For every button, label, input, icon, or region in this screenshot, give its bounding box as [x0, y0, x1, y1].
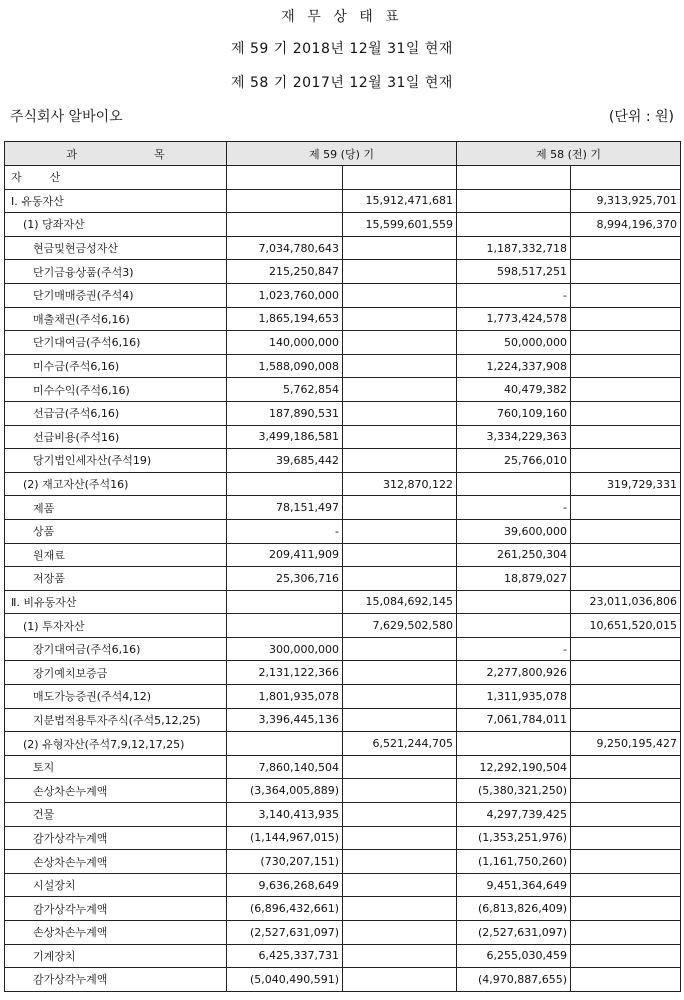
prior-detail-amount: 9,451,364,649 [457, 873, 571, 897]
prior-detail-amount [457, 590, 571, 614]
account-label: (2) 재고자산(주석16) [5, 472, 227, 496]
current-subtotal-amount [343, 779, 457, 803]
account-label: 매도가능증권(주석4,12) [5, 685, 227, 709]
prior-subtotal-amount: 319,729,331 [571, 472, 681, 496]
current-subtotal-amount [343, 401, 457, 425]
current-subtotal-amount: 15,599,601,559 [343, 213, 457, 237]
current-detail-amount [227, 590, 343, 614]
account-label: 선급비용(주석16) [5, 425, 227, 449]
prior-detail-amount: 18,879,027 [457, 567, 571, 591]
current-detail-amount: (3,364,005,889) [227, 779, 343, 803]
current-detail-amount: 2,131,122,366 [227, 661, 343, 685]
prior-subtotal-amount [571, 354, 681, 378]
prior-detail-amount: 7,061,784,011 [457, 708, 571, 732]
table-row [5, 354, 681, 378]
current-subtotal-amount [343, 307, 457, 331]
statement-title: 재 무 상 태 표 [281, 9, 403, 25]
table-row [5, 873, 681, 897]
current-detail-amount: 78,151,497 [227, 496, 343, 520]
prior-detail-amount [457, 166, 571, 190]
account-label: (1) 투자자산 [5, 614, 227, 638]
table-row [5, 708, 681, 732]
table-row [5, 449, 681, 473]
current-detail-amount: 140,000,000 [227, 331, 343, 355]
current-subtotal-amount [343, 543, 457, 567]
prior-subtotal-amount [571, 661, 681, 685]
account-label: 손상차손누계액 [5, 779, 227, 803]
current-subtotal-amount [343, 496, 457, 520]
prior-subtotal-amount [571, 567, 681, 591]
prior-subtotal-amount [571, 755, 681, 779]
current-subtotal-amount [343, 708, 457, 732]
prior-detail-amount: - [457, 496, 571, 520]
table-row [5, 166, 681, 190]
current-subtotal-amount [343, 236, 457, 260]
prior-detail-amount: 1,224,337,908 [457, 354, 571, 378]
current-detail-amount [227, 732, 343, 756]
prior-detail-amount: 6,255,030,459 [457, 944, 571, 968]
prior-subtotal-amount [571, 449, 681, 473]
current-subtotal-amount [343, 283, 457, 307]
prior-subtotal-amount [571, 236, 681, 260]
table-row [5, 543, 681, 567]
current-subtotal-amount: 15,912,471,681 [343, 189, 457, 213]
account-label: 상품 [5, 519, 227, 543]
prior-subtotal-amount: 9,250,195,427 [571, 732, 681, 756]
current-subtotal-amount [343, 826, 457, 850]
table-row [5, 189, 681, 213]
table-row [5, 283, 681, 307]
account-label: 미수금(주석6,16) [5, 354, 227, 378]
header-account: 과 목 [5, 142, 227, 166]
table-row [5, 850, 681, 874]
current-subtotal-amount [343, 921, 457, 945]
header-prior-period: 제 58 (전) 기 [457, 142, 681, 166]
prior-subtotal-amount [571, 307, 681, 331]
account-label: 제품 [5, 496, 227, 520]
prior-detail-amount: 12,292,190,504 [457, 755, 571, 779]
account-label: 기계장치 [5, 944, 227, 968]
table-row [5, 236, 681, 260]
current-subtotal-amount [343, 166, 457, 190]
current-subtotal-amount: 7,629,502,580 [343, 614, 457, 638]
prior-detail-amount: 2,277,800,926 [457, 661, 571, 685]
current-detail-amount [227, 614, 343, 638]
prior-detail-amount: 760,109,160 [457, 401, 571, 425]
prior-subtotal-amount [571, 850, 681, 874]
account-label: 저장품 [5, 567, 227, 591]
prior-subtotal-amount [571, 401, 681, 425]
current-detail-amount [227, 189, 343, 213]
current-detail-amount: 25,306,716 [227, 567, 343, 591]
table-row [5, 921, 681, 945]
current-period-line: 제 59 기 2018년 12월 31일 현재 [231, 41, 453, 57]
current-subtotal-amount [343, 755, 457, 779]
prior-subtotal-amount [571, 331, 681, 355]
current-subtotal-amount: 6,521,244,705 [343, 732, 457, 756]
current-detail-amount: 6,425,337,731 [227, 944, 343, 968]
table-row [5, 331, 681, 355]
prior-subtotal-amount [571, 921, 681, 945]
prior-subtotal-amount [571, 826, 681, 850]
account-label: 장기예치보증금 [5, 661, 227, 685]
account-label: 감가상각누계액 [5, 968, 227, 992]
prior-subtotal-amount [571, 519, 681, 543]
table-row [5, 519, 681, 543]
prior-subtotal-amount [571, 260, 681, 284]
current-subtotal-amount [343, 331, 457, 355]
current-detail-amount: 1,023,760,000 [227, 283, 343, 307]
prior-subtotal-amount [571, 166, 681, 190]
prior-subtotal-amount [571, 708, 681, 732]
current-subtotal-amount [343, 449, 457, 473]
prior-detail-amount: 598,517,251 [457, 260, 571, 284]
table-row [5, 944, 681, 968]
table-row [5, 472, 681, 496]
current-detail-amount: 3,396,445,136 [227, 708, 343, 732]
prior-detail-amount: 261,250,304 [457, 543, 571, 567]
table-row [5, 401, 681, 425]
current-detail-amount: 1,588,090,008 [227, 354, 343, 378]
prior-subtotal-amount [571, 803, 681, 827]
current-detail-amount: 1,865,194,653 [227, 307, 343, 331]
current-detail-amount: (6,896,432,661) [227, 897, 343, 921]
prior-detail-amount: (2,527,631,097) [457, 921, 571, 945]
prior-subtotal-amount: 8,994,196,370 [571, 213, 681, 237]
account-label: 선급금(주석6,16) [5, 401, 227, 425]
prior-subtotal-amount [571, 425, 681, 449]
current-detail-amount: 300,000,000 [227, 637, 343, 661]
account-label: 토지 [5, 755, 227, 779]
account-label: 단기대여금(주석6,16) [5, 331, 227, 355]
account-label: 당기법인세자산(주석19) [5, 449, 227, 473]
table-row [5, 496, 681, 520]
table-row [5, 637, 681, 661]
table-row [5, 968, 681, 992]
prior-subtotal-amount: 10,651,520,015 [571, 614, 681, 638]
prior-detail-amount: - [457, 637, 571, 661]
prior-detail-amount [457, 189, 571, 213]
prior-detail-amount: (4,970,887,655) [457, 968, 571, 992]
prior-detail-amount [457, 472, 571, 496]
prior-detail-amount: (6,813,826,409) [457, 897, 571, 921]
company-name: 주식회사 알바이오 [10, 109, 123, 125]
account-label: 단기매매증권(주석4) [5, 283, 227, 307]
account-label: 미수수익(주석6,16) [5, 378, 227, 402]
current-subtotal-amount [343, 637, 457, 661]
account-label: 손상차손누계액 [5, 921, 227, 945]
current-detail-amount: - [227, 519, 343, 543]
current-detail-amount: 215,250,847 [227, 260, 343, 284]
prior-detail-amount: 50,000,000 [457, 331, 571, 355]
prior-detail-amount [457, 732, 571, 756]
account-label: 감가상각누계액 [5, 826, 227, 850]
prior-subtotal-amount [571, 637, 681, 661]
prior-subtotal-amount [571, 496, 681, 520]
current-subtotal-amount [343, 354, 457, 378]
table-row [5, 213, 681, 237]
current-subtotal-amount: 15,084,692,145 [343, 590, 457, 614]
prior-detail-amount: 1,311,935,078 [457, 685, 571, 709]
table-row [5, 567, 681, 591]
table-row [5, 755, 681, 779]
table-row [5, 378, 681, 402]
account-label: 장기대여금(주석6,16) [5, 637, 227, 661]
account-label: Ⅱ. 비유동자산 [5, 590, 227, 614]
current-subtotal-amount [343, 897, 457, 921]
current-detail-amount: 1,801,935,078 [227, 685, 343, 709]
prior-subtotal-amount [571, 944, 681, 968]
account-label: 매출채권(주석6,16) [5, 307, 227, 331]
prior-period-line: 제 58 기 2017년 12월 31일 현재 [231, 75, 453, 91]
current-detail-amount: (730,207,151) [227, 850, 343, 874]
current-subtotal-amount [343, 567, 457, 591]
current-detail-amount: (5,040,490,591) [227, 968, 343, 992]
prior-detail-amount: 1,773,424,578 [457, 307, 571, 331]
prior-subtotal-amount [571, 873, 681, 897]
account-label: 지분법적용투자주식(주석5,12,25) [5, 708, 227, 732]
current-subtotal-amount [343, 873, 457, 897]
prior-detail-amount: (1,353,251,976) [457, 826, 571, 850]
prior-subtotal-amount: 23,011,036,806 [571, 590, 681, 614]
account-label: 건물 [5, 803, 227, 827]
header-current-period: 제 59 (당) 기 [227, 142, 457, 166]
prior-detail-amount [457, 213, 571, 237]
current-detail-amount [227, 213, 343, 237]
current-detail-amount: 5,762,854 [227, 378, 343, 402]
current-subtotal-amount: 312,870,122 [343, 472, 457, 496]
current-subtotal-amount [343, 685, 457, 709]
table-header-row [5, 142, 681, 166]
account-label: 자 산 [5, 166, 227, 190]
prior-detail-amount: 3,334,229,363 [457, 425, 571, 449]
prior-detail-amount: 4,297,739,425 [457, 803, 571, 827]
current-detail-amount: 3,499,186,581 [227, 425, 343, 449]
prior-subtotal-amount [571, 543, 681, 567]
prior-detail-amount: 40,479,382 [457, 378, 571, 402]
unit-label: (단위 : 원) [608, 109, 674, 125]
prior-subtotal-amount [571, 897, 681, 921]
prior-detail-amount: 25,766,010 [457, 449, 571, 473]
prior-subtotal-amount [571, 283, 681, 307]
table-row [5, 661, 681, 685]
prior-detail-amount: (1,161,750,260) [457, 850, 571, 874]
table-row [5, 897, 681, 921]
current-subtotal-amount [343, 378, 457, 402]
table-row [5, 614, 681, 638]
prior-detail-amount: (5,380,321,250) [457, 779, 571, 803]
current-subtotal-amount [343, 519, 457, 543]
current-subtotal-amount [343, 425, 457, 449]
table-body [5, 166, 681, 992]
prior-detail-amount: - [457, 283, 571, 307]
prior-subtotal-amount [571, 779, 681, 803]
table-row [5, 307, 681, 331]
table-row [5, 732, 681, 756]
current-subtotal-amount [343, 260, 457, 284]
account-label: 감가상각누계액 [5, 897, 227, 921]
current-detail-amount: 39,685,442 [227, 449, 343, 473]
table-row [5, 826, 681, 850]
account-label: 원재료 [5, 543, 227, 567]
current-detail-amount: (2,527,631,097) [227, 921, 343, 945]
account-label: (1) 당좌자산 [5, 213, 227, 237]
prior-detail-amount [457, 614, 571, 638]
current-detail-amount [227, 472, 343, 496]
current-detail-amount: 9,636,268,649 [227, 873, 343, 897]
current-subtotal-amount [343, 850, 457, 874]
current-detail-amount: (1,144,967,015) [227, 826, 343, 850]
current-subtotal-amount [343, 661, 457, 685]
prior-detail-amount: 1,187,332,718 [457, 236, 571, 260]
current-detail-amount: 209,411,909 [227, 543, 343, 567]
current-detail-amount: 187,890,531 [227, 401, 343, 425]
table-row [5, 685, 681, 709]
prior-subtotal-amount [571, 378, 681, 402]
current-detail-amount: 7,860,140,504 [227, 755, 343, 779]
current-subtotal-amount [343, 944, 457, 968]
prior-subtotal-amount: 9,313,925,701 [571, 189, 681, 213]
current-subtotal-amount [343, 803, 457, 827]
account-label: 현금및현금성자산 [5, 236, 227, 260]
prior-subtotal-amount [571, 968, 681, 992]
account-label: 시설장치 [5, 873, 227, 897]
prior-detail-amount: 39,600,000 [457, 519, 571, 543]
current-subtotal-amount [343, 968, 457, 992]
table-row [5, 425, 681, 449]
current-detail-amount: 7,034,780,643 [227, 236, 343, 260]
table-row [5, 803, 681, 827]
account-label: 손상차손누계액 [5, 850, 227, 874]
table-row [5, 260, 681, 284]
account-label: 단기금융상품(주석3) [5, 260, 227, 284]
current-detail-amount: 3,140,413,935 [227, 803, 343, 827]
balance-sheet-table [4, 141, 681, 992]
account-label: Ⅰ. 유동자산 [5, 189, 227, 213]
table-row [5, 779, 681, 803]
table-row [5, 590, 681, 614]
current-detail-amount [227, 166, 343, 190]
account-label: (2) 유형자산(주석7,9,12,17,25) [5, 732, 227, 756]
prior-subtotal-amount [571, 685, 681, 709]
